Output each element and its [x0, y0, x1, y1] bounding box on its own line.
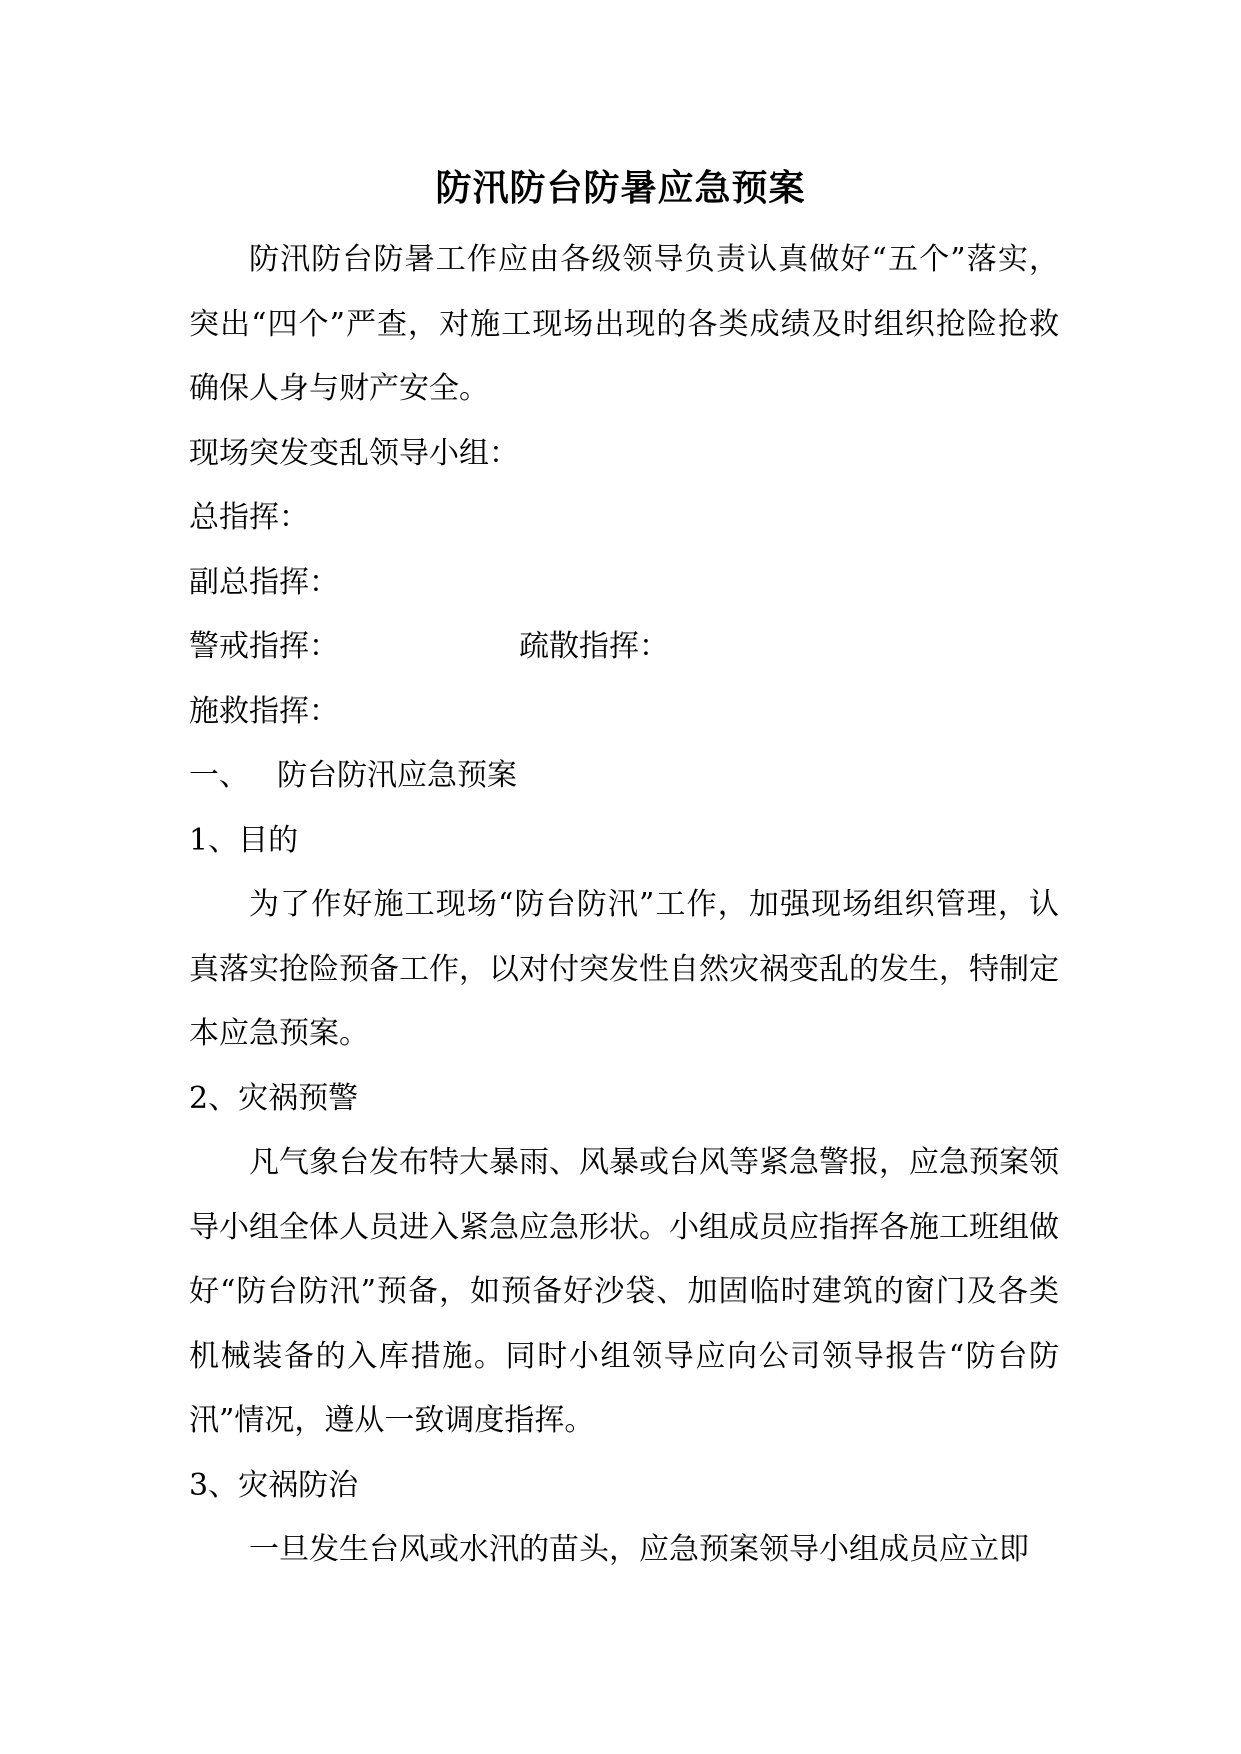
- rescue-commander-label: 施救指挥：: [189, 693, 339, 729]
- section-title: 防台防汛应急预案: [277, 758, 517, 793]
- alert-commander-label: 警戒指挥：: [189, 629, 339, 664]
- commander-label: 总指挥：: [189, 500, 309, 535]
- team-heading: 现场突发变乱领导小组：: [189, 435, 519, 471]
- item2-heading: 2、灾祸预警: [189, 1080, 359, 1116]
- evacuation-commander-label: 疏散指挥：: [519, 629, 669, 664]
- intro-paragraph: 防汛防台防暑工作应由各级领导负责认真做好“五个”落实，突出“四个”严查，对施工现场出现的各类成绩及时组织抢险抢救确保人身与财产安全。: [189, 242, 1059, 406]
- item3-heading: 3、灾祸防治: [189, 1467, 359, 1503]
- commander-row: [189, 615, 1059, 680]
- section-heading: [189, 744, 1059, 809]
- item1-paragraph: 为了作好施工现场“防台防汛”工作，加强现场组织管理，认真落实抢险预备工作，以对付突发性自然灾祸变乱的发生，特制定本应急预案。: [189, 887, 1059, 1051]
- section-number: 一、: [189, 758, 249, 793]
- item3-paragraph: 一旦发生台风或水汛的苗头，应急预案领导小组成员应立即: [249, 1532, 1029, 1567]
- document-body: [189, 228, 1059, 1583]
- item2-paragraph: 凡气象台发布特大暴雨、风暴或台风等紧急警报，应急预案领导小组全体人员进入紧急应急形状。小组成员应指挥各施工班组做好“防台防汛”预备，如预备好沙袋、加固临时建筑的窗门及各类机械装备的入库措施。同时小组领导应向公司领导报告“防台防汛”情况，遵从一致调度指挥。: [189, 1145, 1059, 1438]
- document-title: 防汛防台防暑应急预案: [435, 167, 806, 209]
- item1-heading: 1、目的: [189, 822, 299, 858]
- deputy-commander-label: 副总指挥：: [189, 564, 339, 600]
